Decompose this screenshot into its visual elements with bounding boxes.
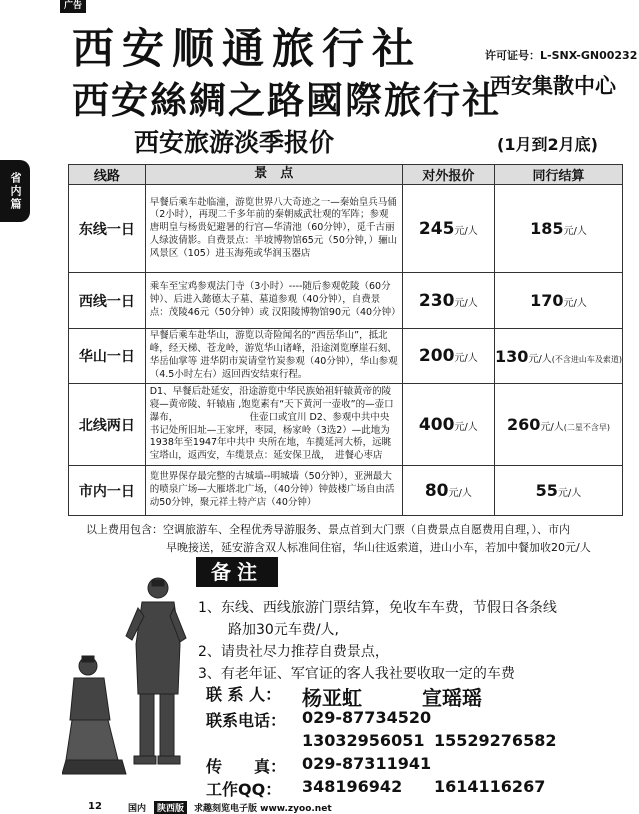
- mobile-number-1: 13032956051: [302, 731, 425, 750]
- public-price: [402, 329, 494, 384]
- peer-price-value: 130: [494, 346, 529, 366]
- fax-number: 029-87311941: [302, 754, 432, 773]
- peer-price: [494, 185, 622, 273]
- public-price-unit: 元/人: [454, 353, 478, 364]
- fee-inclusions-line2: 早晚接送，延安游含双人标准间住宿，华山往返索道，进山小车，若加中餐加收20元/人: [166, 541, 591, 554]
- route-name: 北线两日: [69, 384, 146, 466]
- contact-person-1: 杨亚虹: [302, 686, 362, 710]
- public-price-unit: 元/人: [454, 225, 478, 237]
- page-footer: [0, 798, 639, 814]
- header-route: 线路: [69, 165, 146, 185]
- route-name: 华山一日: [69, 329, 146, 384]
- peer-price-value: 260: [506, 415, 541, 434]
- peer-price: [494, 273, 622, 329]
- phone-label: 联系电话：: [206, 711, 287, 730]
- peer-price-unit: 元/人: [563, 226, 587, 237]
- phone-number: 029-87734520: [302, 708, 432, 727]
- date-range: (1月到2月底): [497, 135, 598, 154]
- ad-tag: 广告: [60, 0, 86, 13]
- mobile-number-2: 15529276582: [434, 731, 557, 750]
- route-description: 览世界保存最完整的古城墙--明城墙（50分钟），亚洲最大的喷泉广场—大雁塔北广场，（40分钟）钟鼓楼广场自由活动50分钟，聚元祥土特产店（40分钟）: [145, 466, 402, 516]
- peer-price-value: 170: [530, 291, 564, 310]
- table-row: [69, 466, 623, 516]
- peer-price: [494, 466, 622, 516]
- note-item: 1、东线、西线旅游门票结算，免收车车费，节假日各条线: [198, 600, 557, 616]
- price-table: [68, 164, 623, 516]
- footer-edition-badge: 陕西版: [154, 801, 187, 814]
- peer-price-value: 55: [535, 481, 558, 500]
- agency-title-secondary: 西安絲綢之路國際旅行社: [72, 78, 501, 122]
- agency-title-main: 西安顺通旅行社: [72, 24, 423, 73]
- peer-price-note: (二星不含早): [563, 423, 610, 432]
- peer-price-unit: 元/人: [528, 353, 552, 365]
- route-name: 西线一日: [69, 273, 146, 329]
- side-tab-section: 省内篇: [0, 160, 30, 222]
- fee-inclusions: [86, 521, 626, 557]
- public-price: [402, 185, 494, 273]
- peer-price-unit: 元/人: [540, 422, 564, 433]
- public-price: [402, 466, 494, 516]
- fee-inclusions-label: 以上费用包含：: [86, 523, 163, 536]
- table-row: [69, 273, 623, 329]
- public-price-value: 200: [418, 346, 455, 366]
- qq-label: 工作QQ：: [206, 780, 282, 799]
- peer-price-note: (不含进山车及索道): [551, 354, 622, 364]
- note-item: 路加30元车费/人,: [228, 622, 339, 638]
- contact-person-2: 宣瑶瑶: [422, 686, 482, 710]
- public-price: [402, 384, 494, 466]
- qq-number-2: 1614116267: [434, 777, 546, 796]
- peer-price-value: 185: [530, 219, 564, 238]
- peer-price-unit: 元/人: [563, 298, 587, 309]
- note-item: 3、有老年证、军官证的客人我社要收取一定的车费: [198, 666, 515, 682]
- public-price: [402, 273, 494, 329]
- fee-inclusions-line1: 空调旅游车、全程优秀导游服务、景点首到大门票（自费景点自愿费用自理，）、市内: [163, 523, 570, 536]
- contact-block: [206, 682, 626, 800]
- license-number: 许可证号：L-SNX-GN00232: [485, 49, 638, 62]
- table-row: [69, 185, 623, 273]
- notes-title: 备注: [196, 557, 278, 587]
- route-name: 东线一日: [69, 185, 146, 273]
- route-description: 早餐后乘车赴华山，游览以奇险闻名的“西岳华山”，抵北峰，经天梯、苍龙岭，游览华山诸峰，沿途浏览摩崖石刻、华岳仙掌等 进华阴市炭请堂竹炭参观（40分钟），华山参观（4.5小时左右）返回西安结束行程。: [145, 329, 402, 384]
- header-public-price: 对外报价: [402, 165, 494, 185]
- table-row: [69, 384, 623, 466]
- peer-price: [494, 329, 622, 384]
- public-price-unit: 元/人: [448, 487, 472, 499]
- public-price-value: 230: [418, 290, 455, 311]
- fax-label: 传 真：: [206, 757, 287, 776]
- route-name: 市内一日: [69, 466, 146, 516]
- note-item: 2、请贵社尽力推荐自费景点，: [198, 644, 389, 660]
- public-price-unit: 元/人: [454, 421, 478, 433]
- header-sights: 景 点: [145, 165, 402, 185]
- page-subtitle: 西安旅游淡季报价: [134, 128, 335, 157]
- footer-site: 求趣刻览电子版 www.zyoo.net: [194, 804, 332, 814]
- contact-person-label: 联 系 人：: [206, 685, 282, 704]
- notes-list: [198, 597, 628, 685]
- qq-number-1: 348196942: [302, 777, 403, 796]
- center-name: 西安集散中心: [490, 73, 616, 98]
- public-price-unit: 元/人: [454, 297, 478, 309]
- page-number: 12: [88, 801, 102, 812]
- peer-price-unit: 元/人: [557, 488, 582, 499]
- route-description: 乘车至宝鸡参观法门寺（3小时）----随后参观乾陵（60分钟）、后进入懿德太子墓、墓道参观（40分钟），自费景点：茂陵46元（50分钟）或 汉阳陵博物馆90元（40分钟）: [145, 273, 402, 329]
- header-peer-price: 同行结算: [494, 165, 622, 185]
- terracotta-warrior-illustration: [62, 574, 202, 784]
- table-header-row: [69, 165, 623, 185]
- table-row: [69, 329, 623, 384]
- peer-price: [494, 384, 622, 466]
- public-price-value: 245: [418, 218, 455, 239]
- route-description: D1、早餐后赴延安，沿途游览中华民族始祖轩辕黄帝的陵寝—黄帝陵、轩辕庙 ,饱览素有“天下黄河一壶收”的—壶口瀑布， 住壶口或宜川 D2、参观中共中央书记处所旧址—王家坪，枣园，杨家岭（3选2）—此地为1938年至1947年中共中 央所在地，车揽延河大桥，远眺宝塔山，返西安，车缆景点：延安保卫战， 进餐心枣店: [145, 384, 402, 466]
- public-price-value: 400: [418, 414, 455, 435]
- public-price-value: 80: [424, 480, 449, 501]
- footer-section: 国内: [128, 804, 147, 814]
- route-description: 早餐后乘车赴临潼，游览世界八大奇迹之一—秦始皇兵马俑（2小时），再现二千多年前的秦朝威武壮观的军阵；参观唐明皇与杨贵妃避暑的行宫—华清池（60分钟），觅千古丽人绿波倩影。自费景点：半坡博物馆65元（50分钟，）骊山风景区（105）进玉海苑或华润玉器店: [145, 185, 402, 273]
